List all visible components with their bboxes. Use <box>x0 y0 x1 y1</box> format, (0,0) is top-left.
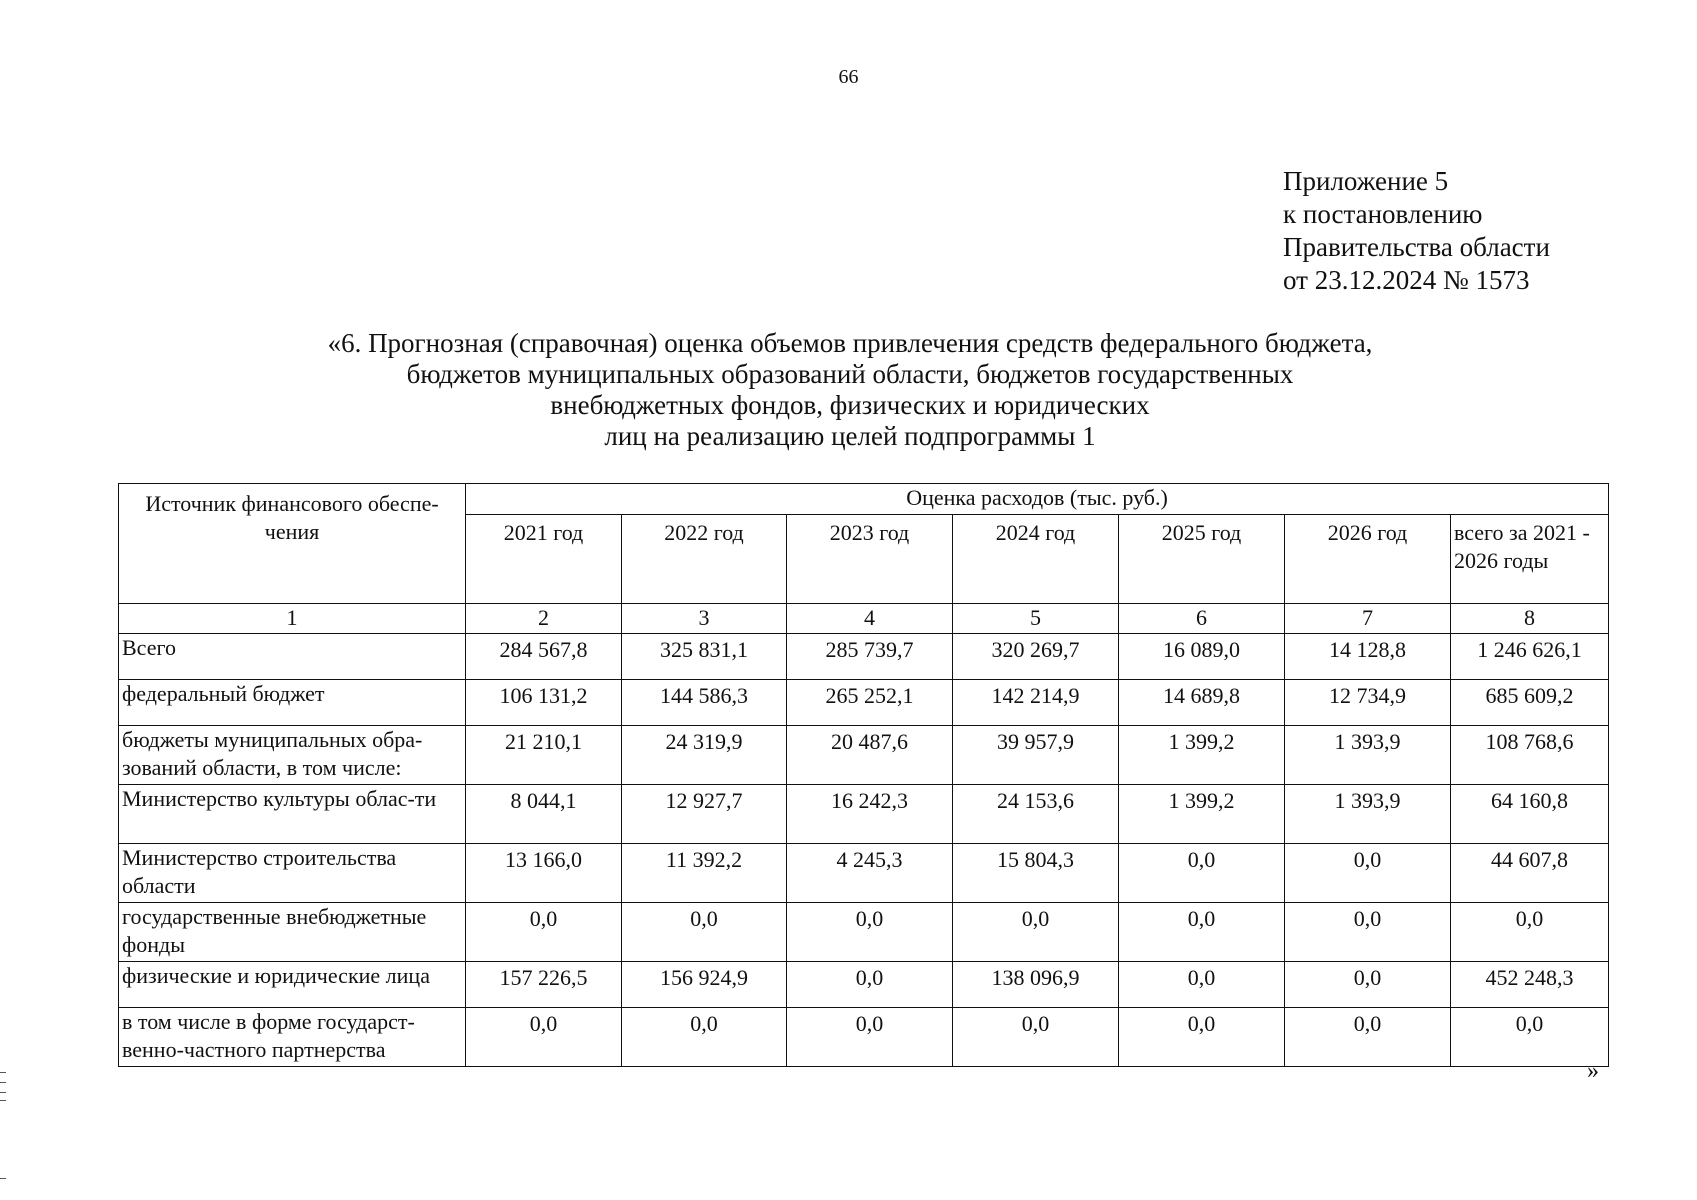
appendix-line: Приложение 5 <box>1283 166 1449 196</box>
year-header-2022: 2022 год <box>622 515 787 604</box>
cell-value: 0,0 <box>953 1008 1119 1067</box>
cell-value: 452 248,3 <box>1451 962 1609 1008</box>
row-label: Министерство строительства области <box>119 844 466 903</box>
cell-value: 265 252,1 <box>787 680 953 726</box>
cell-value: 0,0 <box>787 962 953 1008</box>
scan-edge-mark <box>0 1100 6 1101</box>
cell-value: 0,0 <box>1285 903 1451 962</box>
appendix-line: от 23.12.2024 № 1573 <box>1283 265 1530 295</box>
funding-table <box>118 483 1609 1067</box>
row-label: бюджеты муниципальных обра-зований области, в том числе: <box>119 726 466 785</box>
cell-value: 14 689,8 <box>1119 680 1285 726</box>
cell-value: 44 607,8 <box>1451 844 1609 903</box>
cell-value: 15 804,3 <box>953 844 1119 903</box>
document-title <box>200 328 1500 452</box>
title-line: «6. Прогнозная (справочная) оценка объемов привлечения средств федерального бюджета, <box>327 328 1373 358</box>
column-number: 3 <box>622 604 787 634</box>
cell-value: 1 246 626,1 <box>1451 634 1609 680</box>
row-label: государственные внебюджетные фонды <box>119 903 466 962</box>
cell-value: 21 210,1 <box>466 726 622 785</box>
scan-edge-mark <box>0 1082 6 1083</box>
page-number: 66 <box>838 66 859 88</box>
appendix-line: к постановлению <box>1283 199 1483 229</box>
table-row <box>119 844 1609 903</box>
cell-value: 12 734,9 <box>1285 680 1451 726</box>
cell-value: 0,0 <box>1119 962 1285 1008</box>
row-label: в том числе в форме государст-венно-частного партнерства <box>119 1008 466 1067</box>
cell-value: 0,0 <box>787 903 953 962</box>
cell-value: 0,0 <box>622 903 787 962</box>
cell-value: 16 089,0 <box>1119 634 1285 680</box>
cell-value: 0,0 <box>1285 962 1451 1008</box>
cell-value: 24 319,9 <box>622 726 787 785</box>
cell-value: 1 399,2 <box>1119 785 1285 844</box>
cell-value: 64 160,8 <box>1451 785 1609 844</box>
column-number: 8 <box>1451 604 1609 634</box>
column-number: 4 <box>787 604 953 634</box>
table-row <box>119 634 1609 680</box>
row-label: физические и юридические лица <box>119 962 466 1008</box>
cell-value: 0,0 <box>1119 1008 1285 1067</box>
column-number: 1 <box>119 604 466 634</box>
table-row <box>119 680 1609 726</box>
cell-value: 685 609,2 <box>1451 680 1609 726</box>
cell-value: 142 214,9 <box>953 680 1119 726</box>
cell-value: 144 586,3 <box>622 680 787 726</box>
cell-value: 1 399,2 <box>1119 726 1285 785</box>
cell-value: 108 768,6 <box>1451 726 1609 785</box>
year-header-2026: 2026 год <box>1285 515 1451 604</box>
cell-value: 0,0 <box>1119 844 1285 903</box>
row-label: федеральный бюджет <box>119 680 466 726</box>
cell-value: 0,0 <box>1285 844 1451 903</box>
title-line: бюджетов муниципальных образований области, бюджетов государственных <box>406 359 1294 389</box>
cell-value: 156 924,9 <box>622 962 787 1008</box>
cell-value: 39 957,9 <box>953 726 1119 785</box>
cell-value: 12 927,7 <box>622 785 787 844</box>
scan-edge-mark <box>0 1072 6 1073</box>
source-header: Источник финансового обеспе-чения <box>119 484 466 604</box>
cell-value: 106 131,2 <box>466 680 622 726</box>
table-row <box>119 1008 1609 1067</box>
appendix-line: Правительства области <box>1283 232 1550 262</box>
cell-value: 325 831,1 <box>622 634 787 680</box>
cell-value: 0,0 <box>466 1008 622 1067</box>
title-line: лиц на реализацию целей подпрограммы 1 <box>604 421 1096 451</box>
cell-value: 138 096,9 <box>953 962 1119 1008</box>
cell-value: 157 226,5 <box>466 962 622 1008</box>
cell-value: 1 393,9 <box>1285 785 1451 844</box>
year-header-2025: 2025 год <box>1119 515 1285 604</box>
cell-value: 24 153,6 <box>953 785 1119 844</box>
column-number: 5 <box>953 604 1119 634</box>
column-number: 2 <box>466 604 622 634</box>
cell-value: 0,0 <box>1119 903 1285 962</box>
row-label: Всего <box>119 634 466 680</box>
scan-edge-mark <box>0 1178 6 1179</box>
cell-value: 285 739,7 <box>787 634 953 680</box>
cell-value: 13 166,0 <box>466 844 622 903</box>
row-label: Министерство культуры облас-ти <box>119 785 466 844</box>
year-header-2023: 2023 год <box>787 515 953 604</box>
scan-edge-mark <box>0 1092 6 1093</box>
column-number: 6 <box>1119 604 1285 634</box>
cell-value: 20 487,6 <box>787 726 953 785</box>
cell-value: 320 269,7 <box>953 634 1119 680</box>
year-header-2021: 2021 год <box>466 515 622 604</box>
year-header-2024: 2024 год <box>953 515 1119 604</box>
cell-value: 8 044,1 <box>466 785 622 844</box>
cell-value: 4 245,3 <box>787 844 953 903</box>
cell-value: 11 392,2 <box>622 844 787 903</box>
year-header-total: всего за 2021 - 2026 годы <box>1451 515 1609 604</box>
cell-value: 0,0 <box>787 1008 953 1067</box>
cell-value: 1 393,9 <box>1285 726 1451 785</box>
cell-value: 0,0 <box>1451 903 1609 962</box>
cell-value: 16 242,3 <box>787 785 953 844</box>
table-row <box>119 785 1609 844</box>
cell-value: 0,0 <box>1451 1008 1609 1067</box>
cell-value: 14 128,8 <box>1285 634 1451 680</box>
table-row <box>119 903 1609 962</box>
column-number: 7 <box>1285 604 1451 634</box>
title-line: внебюджетных фондов, физических и юридических <box>550 390 1150 420</box>
closing-quote: » <box>1587 1058 1599 1084</box>
cell-value: 0,0 <box>466 903 622 962</box>
expense-estimate-header: Оценка расходов (тыс. руб.) <box>466 484 1609 515</box>
cell-value: 284 567,8 <box>466 634 622 680</box>
cell-value: 0,0 <box>1285 1008 1451 1067</box>
appendix-block <box>1283 165 1550 297</box>
cell-value: 0,0 <box>622 1008 787 1067</box>
table-row <box>119 726 1609 785</box>
column-number-row <box>119 604 1609 634</box>
table-row <box>119 962 1609 1008</box>
cell-value: 0,0 <box>953 903 1119 962</box>
